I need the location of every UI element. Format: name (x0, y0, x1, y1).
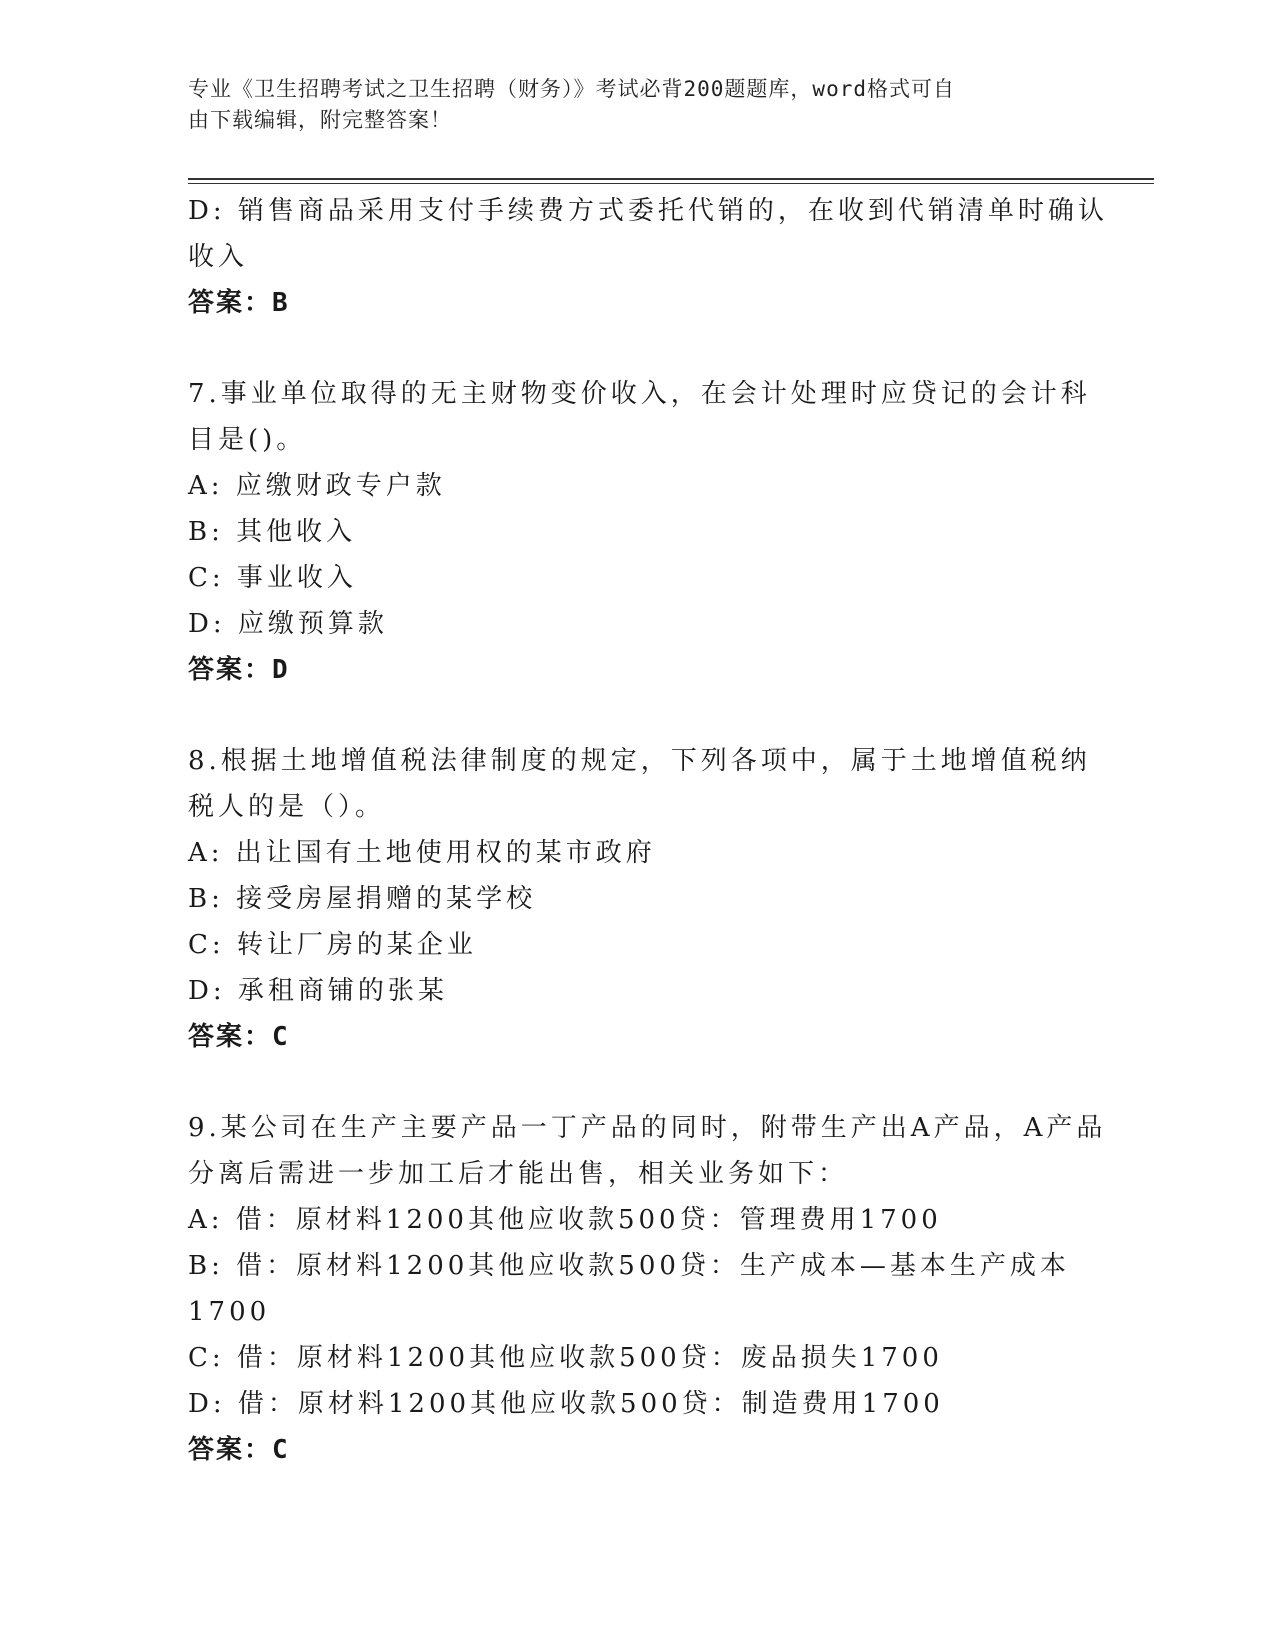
option-b: B: 接受房屋捐赠的某学校 (188, 884, 537, 914)
question-stem-wrap: 税人的是（）。 (188, 792, 386, 822)
question-8 (188, 738, 1091, 1060)
option-a: A: 出让国有土地使用权的某市政府 (188, 838, 656, 868)
question-stem-wrap: 目是()。 (188, 425, 307, 455)
document-header (188, 74, 1068, 136)
option-c: C: 事业收入 (188, 563, 357, 593)
option-d: D: 承租商铺的张某 (188, 976, 448, 1006)
option-a: A: 借：原材料1200其他应收款500贷：管理费用1700 (188, 1205, 942, 1235)
header-rule-thick (188, 178, 1154, 180)
question-9 (188, 1105, 1107, 1473)
question-stem-wrap: 分离后需进一步加工后才能出售，相关业务如下： (188, 1159, 849, 1189)
option-c: C: 借：原材料1200其他应收款500贷：废品损失1700 (188, 1343, 943, 1373)
answer-continued: 答案：B (188, 288, 290, 318)
option-d-continued-wrap: 收入 (188, 242, 249, 272)
answer: 答案：C (188, 1435, 290, 1465)
answer: 答案：D (188, 655, 290, 685)
option-a: A: 应缴财政专户款 (188, 471, 446, 501)
option-b: B: 其他收入 (188, 517, 357, 547)
option-c: C: 转让厂房的某企业 (188, 930, 477, 960)
header-line-2: 由下载编辑，附完整答案！ (188, 108, 452, 132)
question-stem: 7.事业单位取得的无主财物变价收入，在会计处理时应贷记的会计科 (188, 379, 1091, 409)
option-b: B: 借：原材料1200其他应收款500贷：生产成本—基本生产成本 (188, 1251, 1070, 1281)
option-d: D: 应缴预算款 (188, 609, 388, 639)
option-b-wrap: 1700 (188, 1297, 271, 1327)
header-line-1: 专业《卫生招聘考试之卫生招聘（财务）》考试必背200题题库，word格式可自 (188, 77, 955, 101)
header-rule-thin (188, 183, 1154, 184)
option-d: D: 借：原材料1200其他应收款500贷：制造费用1700 (188, 1389, 944, 1419)
question-content (188, 188, 1108, 1473)
question-stem: 8.根据土地增值税法律制度的规定，下列各项中，属于土地增值税纳 (188, 746, 1091, 776)
question-7 (188, 371, 1091, 693)
answer: 答案：C (188, 1022, 290, 1052)
question-stem: 9.某公司在生产主要产品一丁产品的同时，附带生产出A产品，A产品 (188, 1113, 1107, 1143)
option-d-continued: D: 销售商品采用支付手续费方式委托代销的，在收到代销清单时确认 (188, 196, 1108, 226)
